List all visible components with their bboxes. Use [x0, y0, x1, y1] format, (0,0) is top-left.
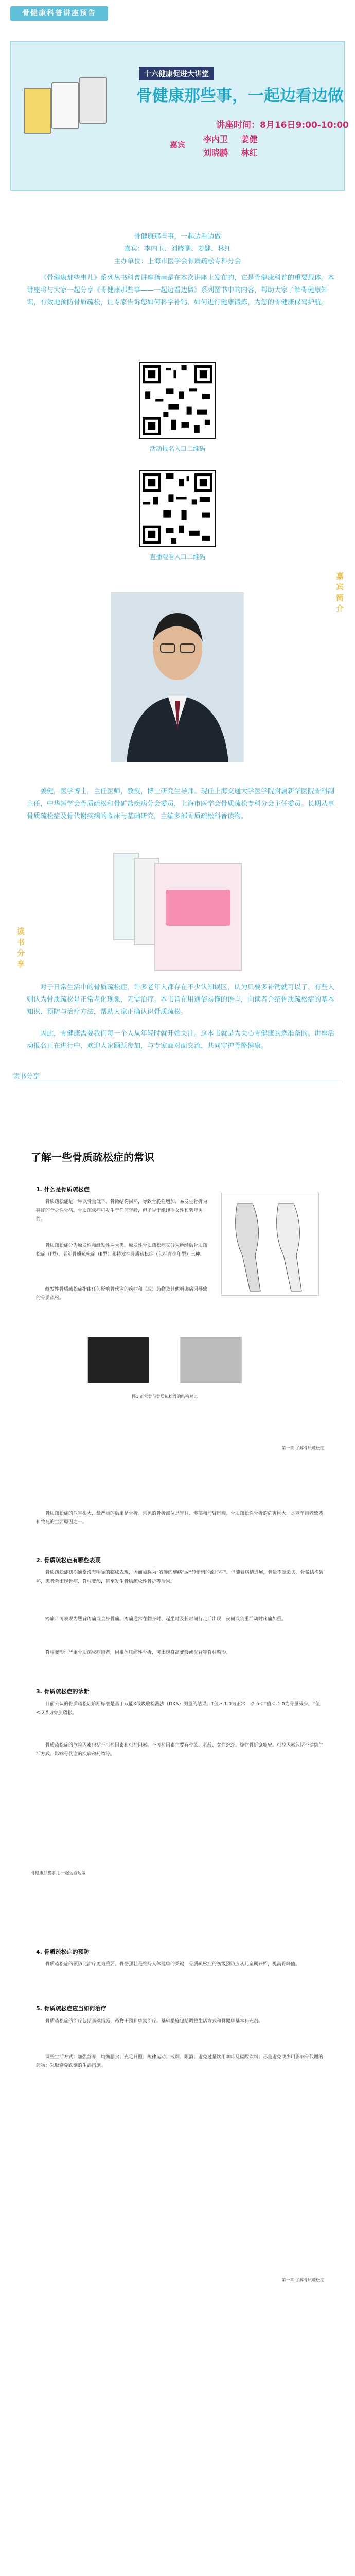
article-page — [10, 1937, 345, 2298]
article-paragraph: 调整生活方式：加强营养，均衡膳食；充足日照；规律运动；戒烟、限酒；避免过量饮用咖啡及碳酸饮料；尽量避免或少用影响骨代谢的药物；采取避免跌倒的生活措施。 — [36, 2055, 324, 2069]
guest-name: 李内卫 — [203, 134, 228, 144]
bone-figure — [221, 1193, 319, 1296]
page-footer: 第一章 了解骨质疏松症 — [281, 1446, 324, 1450]
article-paragraph: 目前公认的骨质疏松症诊断标准是基于双能X线吸收检测法（DXA）测量的结果。T值≥-1.0为正常，-2.5＜T值＜-1.0为骨量减少，T值≤-2.5为骨质疏松。 — [36, 1702, 321, 1716]
live-qr-code[interactable] — [139, 470, 216, 547]
book-paragraph: 因此，骨健康需要我们每一个人从年轻时就开始关注。这本书就是为关心骨健康的您准备的。讲座活动报名正在进行中，欢迎大家踊跃参加，与专家面对面交流，共同守护骨骼健康。 — [27, 1030, 335, 1050]
book-cover — [51, 82, 79, 129]
page-footer: 骨健康那些事儿 一起边看边做 — [31, 1871, 86, 1875]
article-paragraph: 骨质疏松症分为原发性和继发性两大类。原发性骨质疏松症又分为绝经后骨质疏松症（I型）、老年骨质疏松症（II型）和特发性骨质疏松症（包括青少年型）三种。 — [36, 1243, 208, 1257]
article-heading: 5. 骨质疏松症应当如何治疗 — [36, 2005, 106, 2012]
bone-section-porous — [180, 1337, 242, 1383]
article-paragraph: 疼痛：可表现为腰背疼痛或全身骨痛。疼痛通常在翻身时、起坐时及长时间行走后出现，夜间或负重活动时疼痛加重。 — [45, 1617, 287, 1622]
article-paragraph: 骨质疏松症是一种以骨量低下、骨微结构损坏，导致骨脆性增加、易发生骨折为特征的全身性骨病。骨质疏松症可发生于任何年龄，但多见于绝经后女性和老年男性。 — [36, 1199, 208, 1222]
article-paragraph: 骨质疏松症的危险因素包括不可控因素和可控因素。不可控因素主要有种族、老龄、女性绝经、脆性骨折家族史。可控因素包括不健康生活方式、影响骨代谢的疾病和药物等。 — [36, 1743, 324, 1757]
event-info — [0, 231, 355, 268]
figure-caption: 图1 正常骨与骨质疏松骨的结构对比 — [132, 1394, 198, 1399]
article-paragraph: 继发性骨质疏松症指由任何影响骨代谢的疾病和（或）药物及其他明确病因导致的骨质疏松。 — [36, 1287, 208, 1301]
event-info-line: 主办单位：上海市医学会骨质疏松专科分会 — [114, 258, 241, 265]
event-info-line: 骨健康那些事，一起边看边做 — [134, 233, 221, 241]
article-page — [10, 1136, 345, 1466]
article-heading: 3. 骨质疏松症的诊断 — [36, 1688, 90, 1695]
article-title: 了解一些骨质疏松症的常识 — [31, 1151, 154, 1163]
page-footer: 第一章 了解骨质疏松症 — [281, 2278, 324, 2282]
live-qr-label: 直播观看入口二维码 — [149, 553, 205, 561]
event-info-line: 嘉宾：李内卫、刘晓鹏、姜健、林红 — [123, 245, 231, 253]
article-heading: 4. 骨质疏松症的预防 — [36, 1948, 90, 1955]
guest-list — [203, 133, 327, 160]
article-page — [10, 1499, 345, 1891]
book-cover — [24, 88, 51, 134]
book-cover-image — [154, 863, 242, 971]
article-paragraph: 脊柱变形：严重骨质疏松症患者，因椎体压缩性骨折，可出现身高变矮或驼背等脊柱畸形。 — [45, 1650, 231, 1655]
article-paragraph: 骨质疏松症的危害很大，最严重的后果是骨折。常见的骨折部位是脊柱、髋部和前臂远端。骨质疏松性骨折的危害巨大，是老年患者致残和致死的主要原因之一。 — [36, 1511, 324, 1525]
book-cover — [79, 77, 107, 124]
side-note-guest: 嘉宾简介 — [335, 572, 344, 615]
signup-qr-label: 活动报名入口二维码 — [149, 445, 205, 452]
intro-text: 《骨健康那些事儿》系列丛书科普讲座指南是在本次讲座上发布的，它是骨健康科普的重要载体。本讲座将与大家一起分享《骨健康那些事——一起边看边做》系列图书中的内容，帮助大家了解骨健康知识，有效地预防骨质疏松，让专家告诉您如何科学补钙、如何进行健康锻炼，为您的骨健康保驾护航。 — [27, 274, 335, 307]
header-tag — [10, 6, 108, 21]
guest-name: 刘晓鹏 — [203, 148, 228, 158]
section-label: 读书分享 — [13, 1073, 40, 1080]
signup-qr-code[interactable] — [139, 362, 216, 439]
article-heading: 1. 什么是骨质疏松症 — [36, 1186, 90, 1193]
header-tag-label: 骨健康科普讲座预告 — [22, 9, 96, 18]
guest-photo — [111, 592, 244, 762]
guest-label: 嘉宾 — [170, 140, 186, 149]
bone-section-normal — [87, 1337, 149, 1383]
article-heading: 2. 骨质疏松症有哪些表现 — [36, 1557, 101, 1564]
banner-title: 骨健康那些事，一起边看边做 — [136, 87, 344, 105]
side-note-book: 读书分享 — [16, 927, 25, 971]
guest-name: 林红 — [241, 148, 258, 158]
article-paragraph: 骨质疏松症的预防比治疗更为重要。骨骼强壮是维持人体健康的关键，骨质疏松症的初级预防应从儿童期开始，提高骨峰值。 — [45, 1962, 300, 1967]
series-tag: 十六健康促进大讲堂 — [139, 67, 214, 80]
book-covers — [21, 52, 123, 155]
banner-time: 讲座时间：8月16日9:00-10:00 — [216, 120, 349, 130]
article-paragraph: 骨质疏松症的治疗包括基础措施、药物干预和康复治疗。基础措施包括调整生活方式和骨健康基本补充剂。 — [45, 2019, 263, 2024]
guest-bio: 姜健，医学博士，主任医师，教授，博士研究生导师。现任上海交通大学医学院附属新华医院骨科副主任，中华医学会骨质疏松和骨矿盐疾病分会委员，上海市医学会骨质疏松专科分会主任委员。长期从事骨质疏松症及骨代谢疾病的临床与基础研究，主编多部骨质疏松科普读物。 — [27, 788, 335, 820]
guest-name: 姜健 — [241, 134, 258, 144]
article-paragraph: 骨质疏松症初期通常没有明显的临床表现，因而被称为“寂静的疾病”或“静悄悄的流行病”。但随着病情进展，骨量不断丢失，骨微结构破坏，患者会出现骨痛、脊柱变形，甚至发生骨质疏松性骨折等后果。 — [36, 1570, 324, 1584]
book-paragraph: 对于日常生活中的骨质疏松症，许多老年人都存在不少认知误区，认为只要多补钙就可以了，有些人则认为骨质疏松是正常老化现象，无需治疗。本书旨在用通俗易懂的语言，向读者介绍骨质疏松症的基本知识、预防与治疗方法，帮助大家正确认识骨质疏松。 — [27, 984, 335, 1016]
